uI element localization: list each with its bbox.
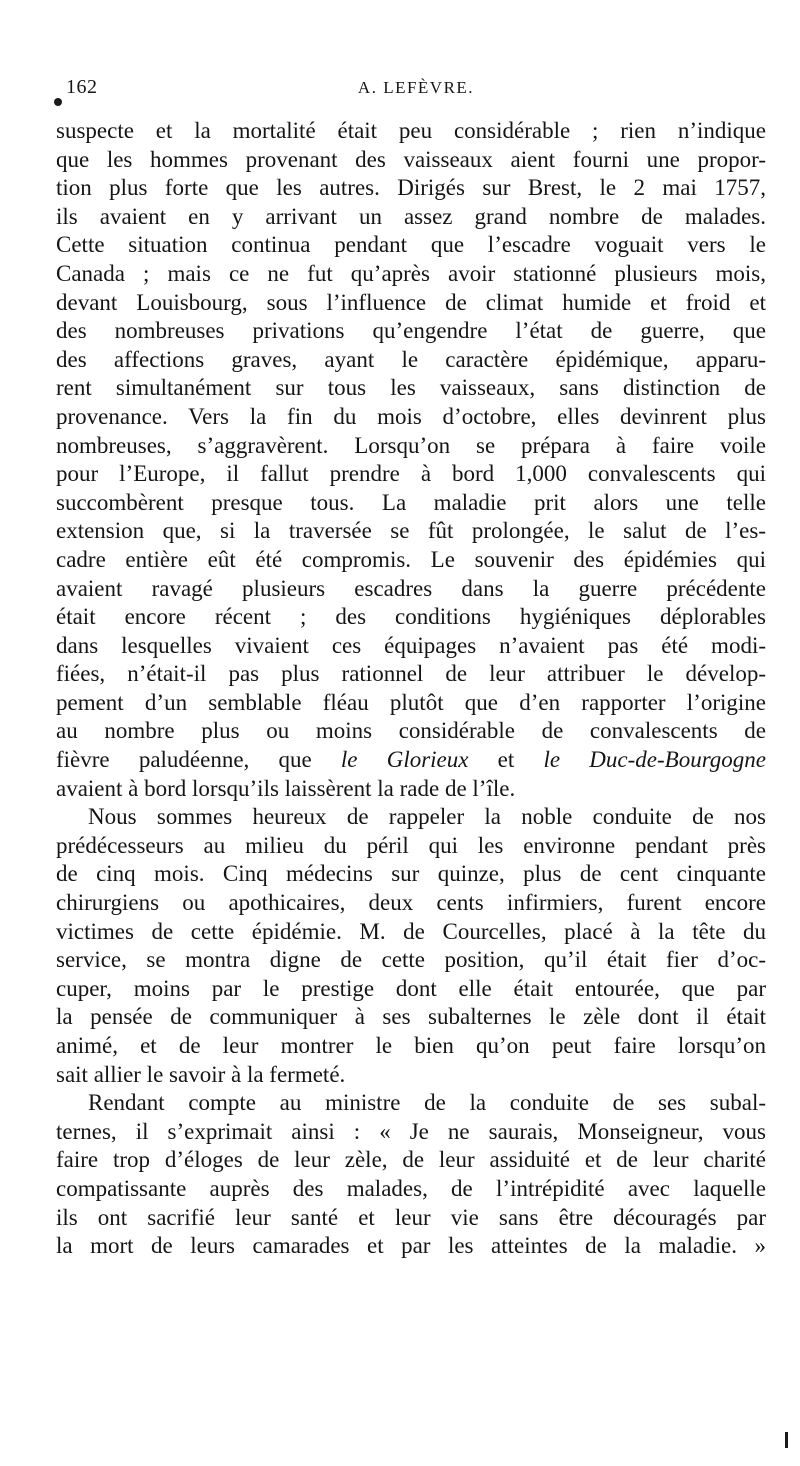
text-line: ils ont sacrifié leur santé et leur vie sans être découragés par [56,1204,766,1230]
ship-name: le Glorieux [340,747,469,773]
text-line: chirurgiens ou apothicaires, deux cents infirmiers, furent encore [56,890,766,916]
text-line: fiées, n’était-il pas plus rationnel de leur attribuer le dévelop- [56,661,766,687]
text-line: au nombre plus ou moins considérable de convalescents de [56,718,766,744]
text-line: rent simultanément sur tous les vaisseaux, sans distinction de [56,375,766,401]
text-line: extension que, si la traversée se fût prolongée, le salut de l’es- [56,518,766,544]
text-line: tion plus forte que les autres. Dirigés sur Brest, le 2 mai 1757, [56,175,766,201]
text-line: cuper, moins par le prestige dont elle était entourée, que par [56,975,766,1001]
text-run: fièvre paludéenne, que [56,747,341,773]
text-line: pement d’un semblable fléau plutôt que d’en rapporter l’origine [56,689,766,715]
ink-dot-mark [54,98,62,106]
text-line: dans lesquelles vivaient ces équipages n’avaient pas été modi- [56,632,766,658]
text-line: des nombreuses privations qu’engendre l’état de guerre, que [56,318,766,344]
text-line: provenance. Vers la fin du mois d’octobre, elles devinrent plus [56,403,766,429]
text-line: suspecte et la mortalité était peu considérable ; rien n’indique [56,118,766,143]
text-line: avaient ravagé plusieurs escadres dans la guerre précédente [56,575,766,601]
text-line: Nous sommes heureux de rappeler la noble conduite de nos [88,804,766,830]
text-line: sait allier le savoir à la fermeté. [56,1061,346,1087]
text-line: des affections graves, ayant le caractère épidémique, apparu- [56,346,766,372]
text-line: cadre entière eût été compromis. Le souvenir des épidémies qui [56,546,766,572]
text-line: nombreuses, s’aggravèrent. Lorsqu’on se prépara à faire voile [56,432,766,458]
text-line: la pensée de communiquer à ses subalternes le zèle dont il était [56,1004,766,1030]
text-line: que les hommes provenant des vaisseaux aient fourni une propor- [56,146,766,172]
text-line: service, se montra digne de cette position, qu’il était fier d’oc- [56,947,766,973]
text-line: Rendant compte au ministre de la conduite de ses subal- [88,1090,766,1116]
text-line: victimes de cette épidémie. M. de Courcelles, placé à la tête du [56,918,766,944]
running-header [60,76,772,106]
text-line: la mort de leurs camarades et par les atteintes de la maladie. » [56,1233,766,1259]
text-line-with-italics [56,746,766,775]
text-line: faire trop d’éloges de leur zèle, de leur assiduité et de leur charité [56,1147,766,1173]
margin-mark [785,1432,788,1448]
text-line: avaient à bord lorsqu’ils laissèrent la rade de l’île. [56,775,516,801]
text-line: prédécesseurs au milieu du péril qui les environne pendant près [56,832,766,858]
text-line: ternes, il s’exprimait ainsi : « Je ne saurais, Monseigneur, vous [56,1118,766,1144]
page-number: 162 [66,76,98,98]
text-line: succombèrent presque tous. La maladie prit alors une telle [56,489,766,515]
text-line: de cinq mois. Cinq médecins sur quinze, plus de cent cinquante [56,861,766,887]
text-line: Canada ; mais ce ne fut qu’après avoir stationné plusieurs mois, [56,260,766,286]
text-line: Cette situation continua pendant que l’escadre voguait vers le [56,232,766,258]
text-line: compatissante auprès des malades, de l’intrépidité avec laquelle [56,1175,766,1201]
text-line: était encore récent ; des conditions hygiéniques déplorables [56,604,766,630]
text-line: animé, et de leur montrer le bien qu’on peut faire lorsqu’on [56,1033,766,1058]
body-text [56,117,766,1261]
ship-name: le Duc-de-Bourgogne [543,747,766,773]
text-line: ils avaient en y arrivant un assez grand nombre de malades. [56,203,766,229]
running-title: A. LEFÈVRE. [357,78,475,97]
text-line: pour l’Europe, il fallut prendre à bord 1,000 convalescents qui [56,461,766,487]
text-run: et [468,747,544,773]
text-line: devant Louisbourg, sous l’influence de climat humide et froid et [56,289,766,315]
